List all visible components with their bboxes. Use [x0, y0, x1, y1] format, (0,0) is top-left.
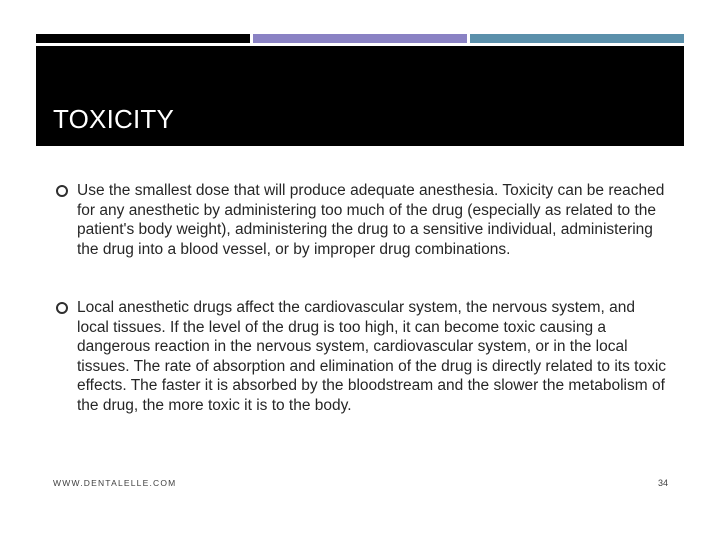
top-stripe-purple	[253, 34, 467, 43]
page-number: 34	[657, 478, 668, 488]
ring-bullet-icon	[56, 185, 68, 197]
footer-url: WWW.DENTALELLE.COM	[53, 478, 177, 488]
top-stripe-blue	[470, 34, 684, 43]
ring-bullet-icon	[56, 302, 68, 314]
slide-title: TOXICITY	[53, 104, 175, 134]
bullet-item-systems	[56, 298, 670, 415]
top-stripe-black	[36, 34, 250, 43]
bullet-text: Use the smallest dose that will produce adequate anesthesia. Toxicity can be reached for any anesthetic by administering too much of the drug (especially as related to the patient's body weight), administering the drug to a sensitive individual, administering the drug into a blood vessel, or by improper drug combinations.	[77, 182, 665, 258]
bullet-item-dose	[56, 181, 670, 259]
title-band	[36, 46, 684, 146]
bullet-list	[56, 181, 670, 415]
bullet-text: Local anesthetic drugs affect the cardiovascular system, the nervous system, and local tissues. If the level of the drug is too high, it can become toxic causing a dangerous reaction in the nervous system, cardiovascular system, or in the local tissues. The rate of absorption and elimination of the drug is directly related to its toxic effects. The faster it is absorbed by the bloodstream and the slower the metabolism of the drug, the more toxic it is to the body.	[77, 299, 667, 414]
